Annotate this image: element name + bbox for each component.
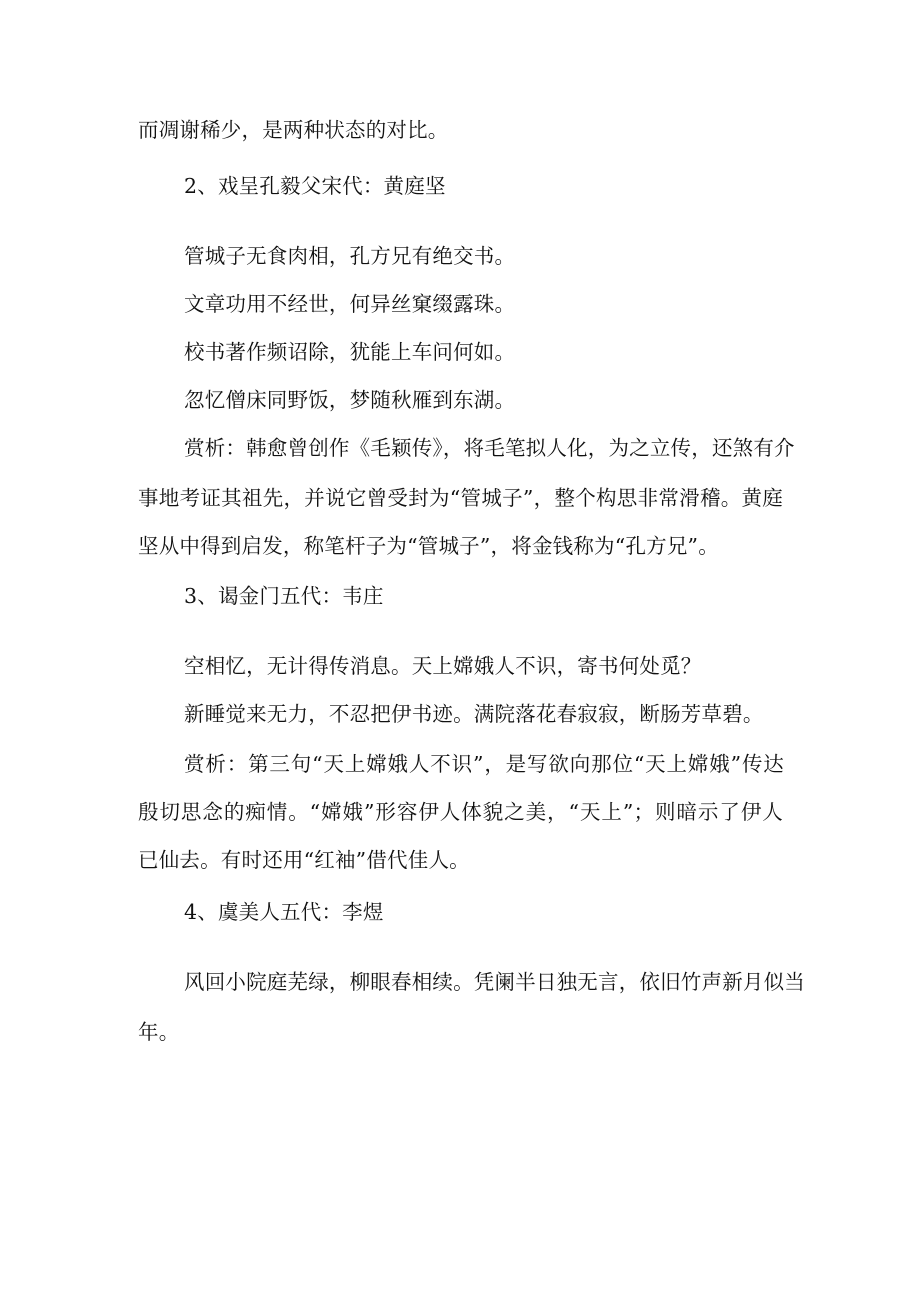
poem-2-analysis-line-3: 坚从中得到启发，称笔杆子为“管城子”，将金钱称为“孔方兄”。 <box>138 534 719 558</box>
poem-2-analysis-line-2: 事地考证其祖先，并说它曾受封为“管城子”，整个构思非常滑稽。黄庭 <box>138 486 783 510</box>
poem-3-line-2: 新睡觉来无力，不忍把伊书迹。满院落花春寂寂，断肠芳草碧。 <box>184 702 764 726</box>
poem-4-line-1: 风回小院庭芜绿，柳眼春相续。凭阑半日独无言，依旧竹声新月似当 <box>184 970 805 994</box>
poem-3-analysis-line-3: 已仙去。有时还用“红袖”借代佳人。 <box>138 848 470 872</box>
poem-3-line-1: 空相忆，无计得传消息。天上嫦娥人不识，寄书何处觅？ <box>184 654 702 678</box>
poem-3-analysis-line-1: 赏析：第三句“天上嫦娥人不识”，是写欲向那位“天上嫦娥”传达 <box>184 752 784 776</box>
poem-4-line-2: 年。 <box>138 1020 180 1044</box>
poem-2-analysis-line-1: 赏析：韩愈曾创作《毛颖传》，将毛笔拟人化，为之立传，还煞有介 <box>184 436 795 460</box>
poem-4-heading: 4、虞美人五代：李煜 <box>184 900 384 924</box>
poem-2-heading: 2、戏呈孔毅父宋代：黄庭坚 <box>184 174 446 198</box>
poem-3-analysis-line-2: 殷切思念的痴情。“嫦娥”形容伊人体貌之美，“天上”；则暗示了伊人 <box>138 800 783 824</box>
intro-tail-text: 而凋谢稀少，是两种状态的对比。 <box>138 118 449 142</box>
poem-2-line-1: 管城子无食肉相，孔方兄有绝交书。 <box>184 244 516 268</box>
poem-3-heading: 3、谒金门五代：韦庄 <box>184 584 384 608</box>
poem-2-line-3: 校书著作频诏除，犹能上车问何如。 <box>184 340 516 364</box>
poem-2-line-2: 文章功用不经世，何异丝窠缀露珠。 <box>184 292 516 316</box>
poem-2-line-4: 忽忆僧床同野饭，梦随秋雁到东湖。 <box>184 388 516 412</box>
